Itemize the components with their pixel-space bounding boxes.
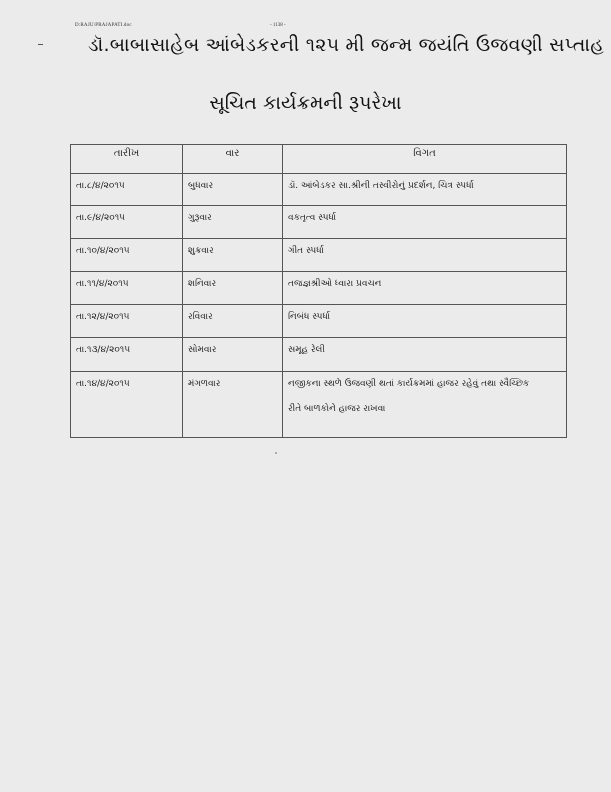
date-cell: તા.૯/૪/૨૦૧૫ <box>71 206 183 239</box>
table-row <box>71 272 567 305</box>
date-cell: તા.૧૨/૪/૨૦૧૫ <box>71 305 183 338</box>
detail-cell: ડૉ. આંબેડકર સા.શ્રીની તસ્વીરોનું પ્રદર્શન, ચિત્ર સ્પર્ધા <box>283 174 567 206</box>
date-cell: તા.૧૪/૪/૨૦૧૫ <box>71 372 183 438</box>
table-row <box>71 372 567 438</box>
detail-cell <box>283 372 567 438</box>
column-header-day: વાર <box>183 145 283 174</box>
scan-speck <box>275 452 277 454</box>
date-cell: તા.૧૩/૪/૨૦૧૫ <box>71 338 183 372</box>
day-cell: શનિવાર <box>183 272 283 305</box>
document-title: ડૉ.બાબાસાહેબ આંબેડકરની ૧૨૫ મી જન્મ જયંતિ ઉજવણી સપ્તાહ <box>88 34 604 56</box>
document-subtitle: સૂચિત કાર્યક્રમની રૂપરેખા <box>209 92 402 114</box>
day-cell: સોમવાર <box>183 338 283 372</box>
table-row <box>71 338 567 372</box>
column-header-date: તારીખ <box>71 145 183 174</box>
day-cell: મંગળવાર <box>183 372 283 438</box>
table-row <box>71 206 567 239</box>
day-cell: શુક્રવાર <box>183 239 283 272</box>
table-header-row <box>71 145 567 174</box>
detail-cell: સમૂહ રેલી <box>283 338 567 372</box>
day-cell: રવિવાર <box>183 305 283 338</box>
table-row <box>71 239 567 272</box>
date-cell: તા.૧૧/૪/૨૦૧૫ <box>71 272 183 305</box>
detail-line: નજીકના સ્થળે ઉજવણી થતાં કાર્યક્રમમાં હાજર રહેવું તથા સ્વૈચ્છિક <box>288 379 530 389</box>
schedule-table <box>70 144 567 438</box>
day-cell: બુધવાર <box>183 174 283 206</box>
margin-mark <box>38 44 43 45</box>
day-cell: ગુરૂવાર <box>183 206 283 239</box>
table-row <box>71 174 567 206</box>
date-cell: તા.૧૦/૪/૨૦૧૫ <box>71 239 183 272</box>
file-path-header: D:RAJU\PRAJAPATI.doc <box>75 23 132 28</box>
detail-cell: નિબંધ સ્પર્ધા <box>283 305 567 338</box>
detail-line: રીતે બાળકોને હાજર રાખવા <box>288 404 386 414</box>
detail-cell: તજજ્ઞશ્રીઓ ધ્વારા પ્રવચન <box>283 272 567 305</box>
detail-cell: ગીત સ્પર્ધા <box>283 239 567 272</box>
page-number: - 1138 - <box>270 23 286 28</box>
table-row <box>71 305 567 338</box>
detail-cell: વકતૃત્વ સ્પર્ધા <box>283 206 567 239</box>
date-cell: તા.૮/૪/૨૦૧૫ <box>71 174 183 206</box>
column-header-detail: વિગત <box>283 145 567 174</box>
